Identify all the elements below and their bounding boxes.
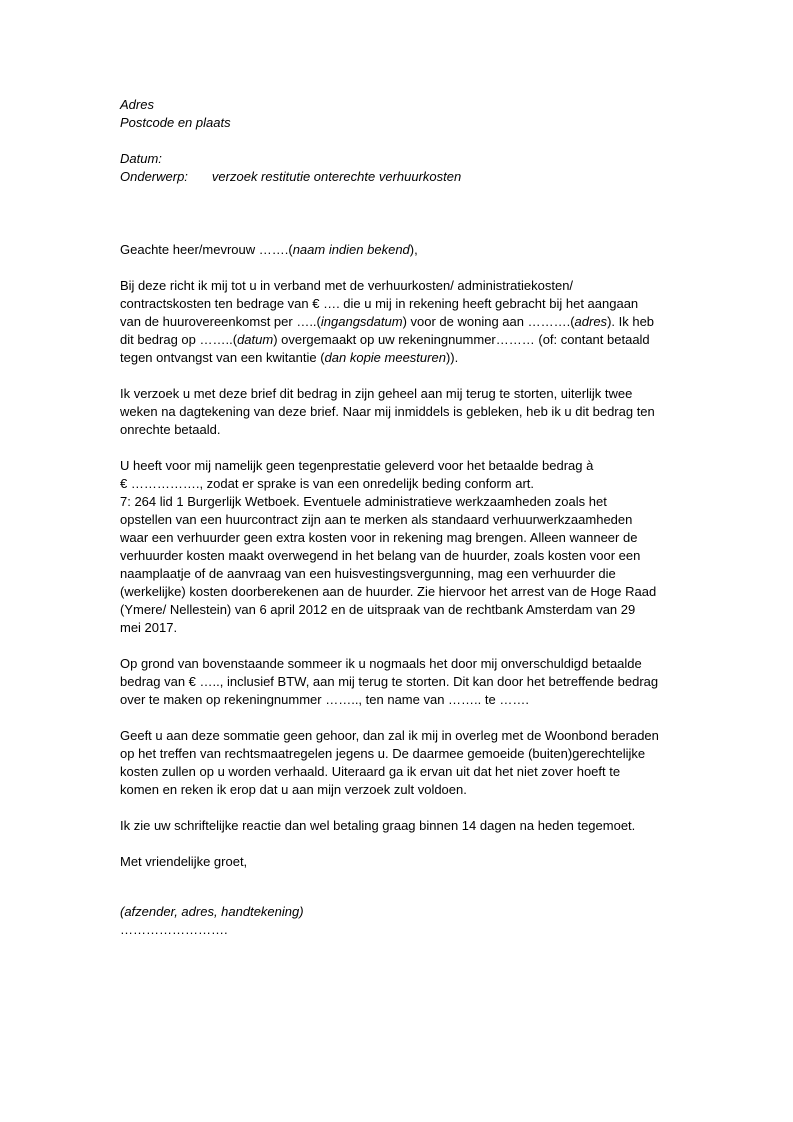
text-line: onrechte betaald. [120, 422, 221, 437]
salutation [120, 241, 680, 259]
text-line: Geeft u aan deze sommatie geen gehoor, dan zal ik mij in overleg met de Woonbond beraden [120, 728, 659, 743]
text-line: op het treffen van rechtsmaatregelen jegens u. De daarmee gemoeide (buiten)gerechtelijke [120, 746, 646, 761]
text-line: naamplaatje of de aanvraag van een huisvestingsvergunning, mag een verhuurder die [120, 566, 616, 581]
letter-body [120, 241, 680, 889]
text-run: tegen ontvangst van een kwitantie ( [120, 350, 325, 365]
text-line: contractskosten ten bedrage van € …. die u mij in rekening heeft gebracht bij het aangaan [120, 296, 639, 311]
signature-block [120, 903, 304, 939]
text-run: dit bedrag op ……..( [120, 332, 238, 347]
subject-value: verzoek restitutie onterechte verhuurkosten [211, 169, 462, 184]
text-line: kosten zullen op u worden verhaald. Uiteraard ga ik ervan uit dat het niet zover hoeft te [120, 764, 621, 779]
text-line: Ik verzoek u met deze brief dit bedrag in zijn geheel aan mij terug te storten, uiterlijk twee [120, 386, 633, 401]
meta-block [120, 150, 461, 186]
text-run: ). Ik heb [607, 314, 655, 329]
text-line: weken na dagtekening van deze brief. Naar mij inmiddels is gebleken, heb ik u dit bedrag ten [120, 404, 655, 419]
address-block [120, 96, 231, 132]
closing [120, 853, 680, 871]
text-line [120, 349, 680, 367]
text-line [120, 331, 680, 349]
paragraph-6 [120, 817, 680, 835]
text-run: van de huurovereenkomst per …..( [120, 314, 321, 329]
text-line: Ik zie uw schriftelijke reactie dan wel betaling graag binnen 14 dagen na heden tegemoet. [120, 818, 636, 833]
paragraph-1 [120, 277, 680, 367]
paragraph-2 [120, 385, 680, 439]
text-run: )). [445, 350, 459, 365]
paragraph-3 [120, 457, 680, 637]
text-line: waar een verhuurder geen extra kosten voor in rekening mag brengen. Alleen wanneer de [120, 530, 638, 545]
text-line: Bij deze richt ik mij tot u in verband met de verhuurkosten/ administratiekosten/ [120, 278, 574, 293]
paragraph-5 [120, 727, 680, 799]
closing-line: Met vriendelijke groet, [120, 854, 248, 869]
paragraph-4 [120, 655, 680, 709]
text-run-italic: datum [237, 332, 274, 347]
subject-label: Onderwerp: [120, 169, 188, 184]
text-line: bedrag van € ….., inclusief BTW, aan mij terug te storten. Dit kan door het betreffende bedrag [120, 674, 659, 689]
address-line: Adres [120, 97, 154, 112]
text-run-italic: dan kopie meesturen [324, 350, 446, 365]
text-run: ) voor de woning aan ……….( [402, 314, 575, 329]
subject-line [120, 168, 461, 186]
salutation-suffix: ), [409, 242, 418, 257]
text-line: over te maken op rekeningnummer …….., ten name van …….. te ……. [120, 692, 529, 707]
sender-hint: (afzender, adres, handtekening) [120, 904, 304, 919]
text-run: ) overgemaakt op uw rekeningnummer……… (of: contant betaald [273, 332, 650, 347]
salutation-prefix: Geachte heer/mevrouw …….( [120, 242, 293, 257]
text-line: (Ymere/ Nellestein) van 6 april 2012 en de uitspraak van de rechtbank Amsterdam van 29 [120, 602, 636, 617]
text-line: € ……………., zodat er sprake is van een onredelijk beding conform art. [120, 476, 535, 491]
text-run-italic: ingangsdatum [320, 314, 403, 329]
text-line: komen en reken ik erop dat u aan mijn verzoek zult voldoen. [120, 782, 467, 797]
text-line: (werkelijke) kosten doorberekenen aan de huurder. Zie hiervoor het arrest van de Hoge Raad [120, 584, 657, 599]
salutation-hint: naam indien bekend [292, 242, 410, 257]
text-line: Op grond van bovenstaande sommeer ik u nogmaals het door mij onverschuldigd betaalde [120, 656, 642, 671]
text-line: verhuurder kosten maakt overwegend in het belang van de huurder, zoals kosten voor een [120, 548, 641, 563]
text-line: opstellen van een huurcontract zijn aan te merken als standaard verhuurwerkzaamheden [120, 512, 633, 527]
text-run-italic: adres [574, 314, 608, 329]
text-line: 7: 264 lid 1 Burgerlijk Wetboek. Eventuele administratieve werkzaamheden zoals het [120, 494, 607, 509]
date-line: Datum: [120, 151, 162, 166]
signature-line: ……………………. [120, 922, 228, 937]
text-line [120, 313, 680, 331]
postcode-line: Postcode en plaats [120, 115, 231, 130]
text-line: mei 2017. [120, 620, 178, 635]
text-line: U heeft voor mij namelijk geen tegenprestatie geleverd voor het betaalde bedrag à [120, 458, 594, 473]
